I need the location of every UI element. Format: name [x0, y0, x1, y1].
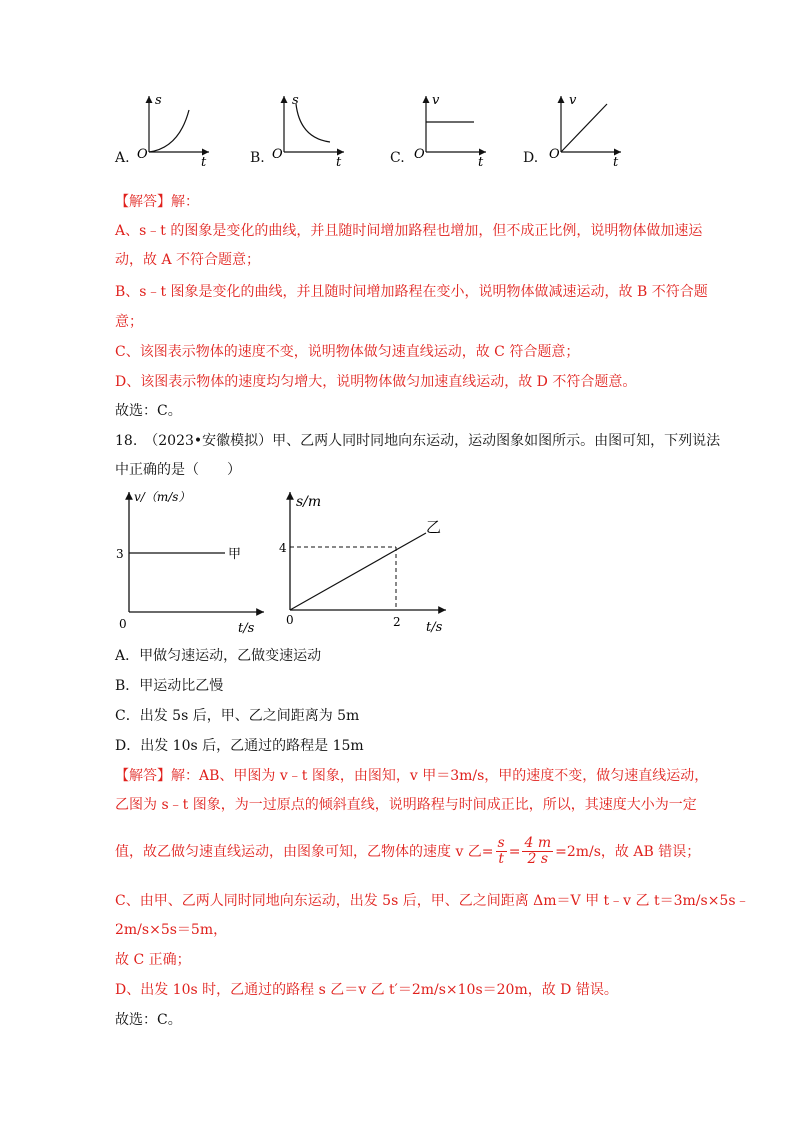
q18-fig-velocity	[112, 488, 272, 636]
answer-line: C、由甲、乙两人同时同地向东运动，出发 5s 后，甲、乙之间距离 Δm＝V 甲 t﹣v 乙 t＝3m/s×5s﹣	[115, 893, 750, 909]
rising-line	[561, 104, 607, 152]
answer-line: A、s﹣t 的图象是变化的曲线，并且随时间增加路程也增加，但不成正比例，说明物体做加速运	[115, 223, 703, 239]
origin-label: 0	[119, 617, 127, 631]
answer-line: 动，故 A 不符合题意；	[115, 252, 261, 268]
fraction-4m-over-2s	[522, 836, 553, 867]
numerator: 4 m	[524, 835, 552, 851]
option-b: B．甲运动比乙慢	[115, 678, 224, 694]
option-c: C．出发 5s 后，甲、乙之间距离为 5m	[115, 708, 360, 724]
x-label: t	[478, 155, 484, 170]
answer-line: 乙图为 s﹣t 图象，为一过原点的倾斜直线，说明路程与时间成正比，所以，其速度大小为一定	[115, 797, 697, 813]
option-d-graph	[547, 90, 627, 170]
numerator: s	[497, 835, 505, 851]
answer-line: C、该图表示物体的速度不变，说明物体做匀速直线运动，故 C 符合题意；	[115, 344, 580, 360]
denominator: t	[498, 851, 504, 867]
answer-line: 故 C 正确；	[115, 952, 191, 968]
answer-text: 值，故乙做匀速直线运动，由图象可知，乙物体的速度 v 乙=	[115, 843, 494, 860]
answer-line: B、s﹣t 图象是变化的曲线，并且随时间增加路程在变小，说明物体做减速运动，故 B 不符合题	[115, 284, 708, 300]
curve	[149, 110, 189, 152]
x-label: t	[336, 155, 342, 170]
option-d-letter: D.	[523, 150, 539, 166]
answer-line: D、出发 10s 时，乙通过的路程 s 乙＝v 乙 t′＝2m/s×10s＝20m，故 D 错误。	[115, 982, 618, 998]
answer-line: D、该图表示物体的速度均匀增大，说明物体做匀加速直线运动，故 D 不符合题意。	[115, 374, 637, 390]
answer-line: 【解答】解：AB、甲图为 v﹣t 图象，由图知，v 甲＝3m/s，甲的速度不变，做匀速直线运动，	[115, 768, 709, 784]
series-label: 甲	[228, 547, 242, 562]
option-c-graph	[412, 90, 492, 170]
origin-label: O	[137, 147, 148, 162]
option-c-letter: C.	[390, 150, 405, 166]
answer-text: =2m/s，故 AB 错误；	[555, 843, 701, 860]
yi-line	[290, 533, 426, 610]
option-b-graph	[270, 90, 350, 170]
fraction-s-over-t	[496, 836, 507, 867]
y-label: s	[155, 93, 162, 108]
origin-label: O	[272, 147, 283, 162]
origin-label: O	[414, 147, 425, 162]
equals-sign: =	[508, 843, 521, 860]
denominator: 2 s	[527, 851, 549, 867]
option-b-letter: B.	[250, 150, 265, 166]
answer-line-with-fractions	[115, 836, 700, 867]
origin-label: 0	[286, 613, 294, 627]
x-label: t	[201, 155, 207, 170]
option-a: A．甲做匀速运动，乙做变速运动	[115, 648, 322, 664]
x-tick: 2	[393, 615, 401, 629]
answer-line: 2m/s×5s＝5m，	[115, 922, 228, 938]
x-label: t/s	[238, 621, 255, 636]
answer-heading: 【解答】解：	[115, 194, 199, 210]
q18-stem-line1: 18. （2023•安徽模拟）甲、乙两人同时同地向东运动，运动图象如图所示。由图可知，下列说法	[115, 433, 721, 449]
option-a-letter: A.	[115, 150, 130, 166]
y-label: v	[569, 93, 577, 108]
y-tick: 4	[279, 541, 287, 555]
answer-choice: 故选：C。	[115, 1012, 182, 1028]
series-label: 乙	[426, 518, 442, 536]
answer-choice: 故选：C。	[115, 403, 182, 419]
q18-stem-line2: 中正确的是（ ）	[115, 462, 241, 478]
option-a-graph	[135, 90, 215, 170]
origin-label: O	[549, 147, 560, 162]
curve	[296, 104, 330, 142]
y-label: v/（m/s）	[134, 490, 191, 504]
y-label: s/m	[296, 494, 322, 510]
y-label: v	[432, 93, 440, 108]
answer-line: 意；	[115, 314, 143, 330]
x-label: t	[613, 155, 619, 170]
option-d: D．出发 10s 后，乙通过的路程是 15m	[115, 738, 364, 754]
y-tick: 3	[116, 547, 124, 561]
x-label: t/s	[426, 620, 443, 635]
y-label: s	[292, 93, 299, 108]
q18-fig-distance	[276, 488, 456, 636]
